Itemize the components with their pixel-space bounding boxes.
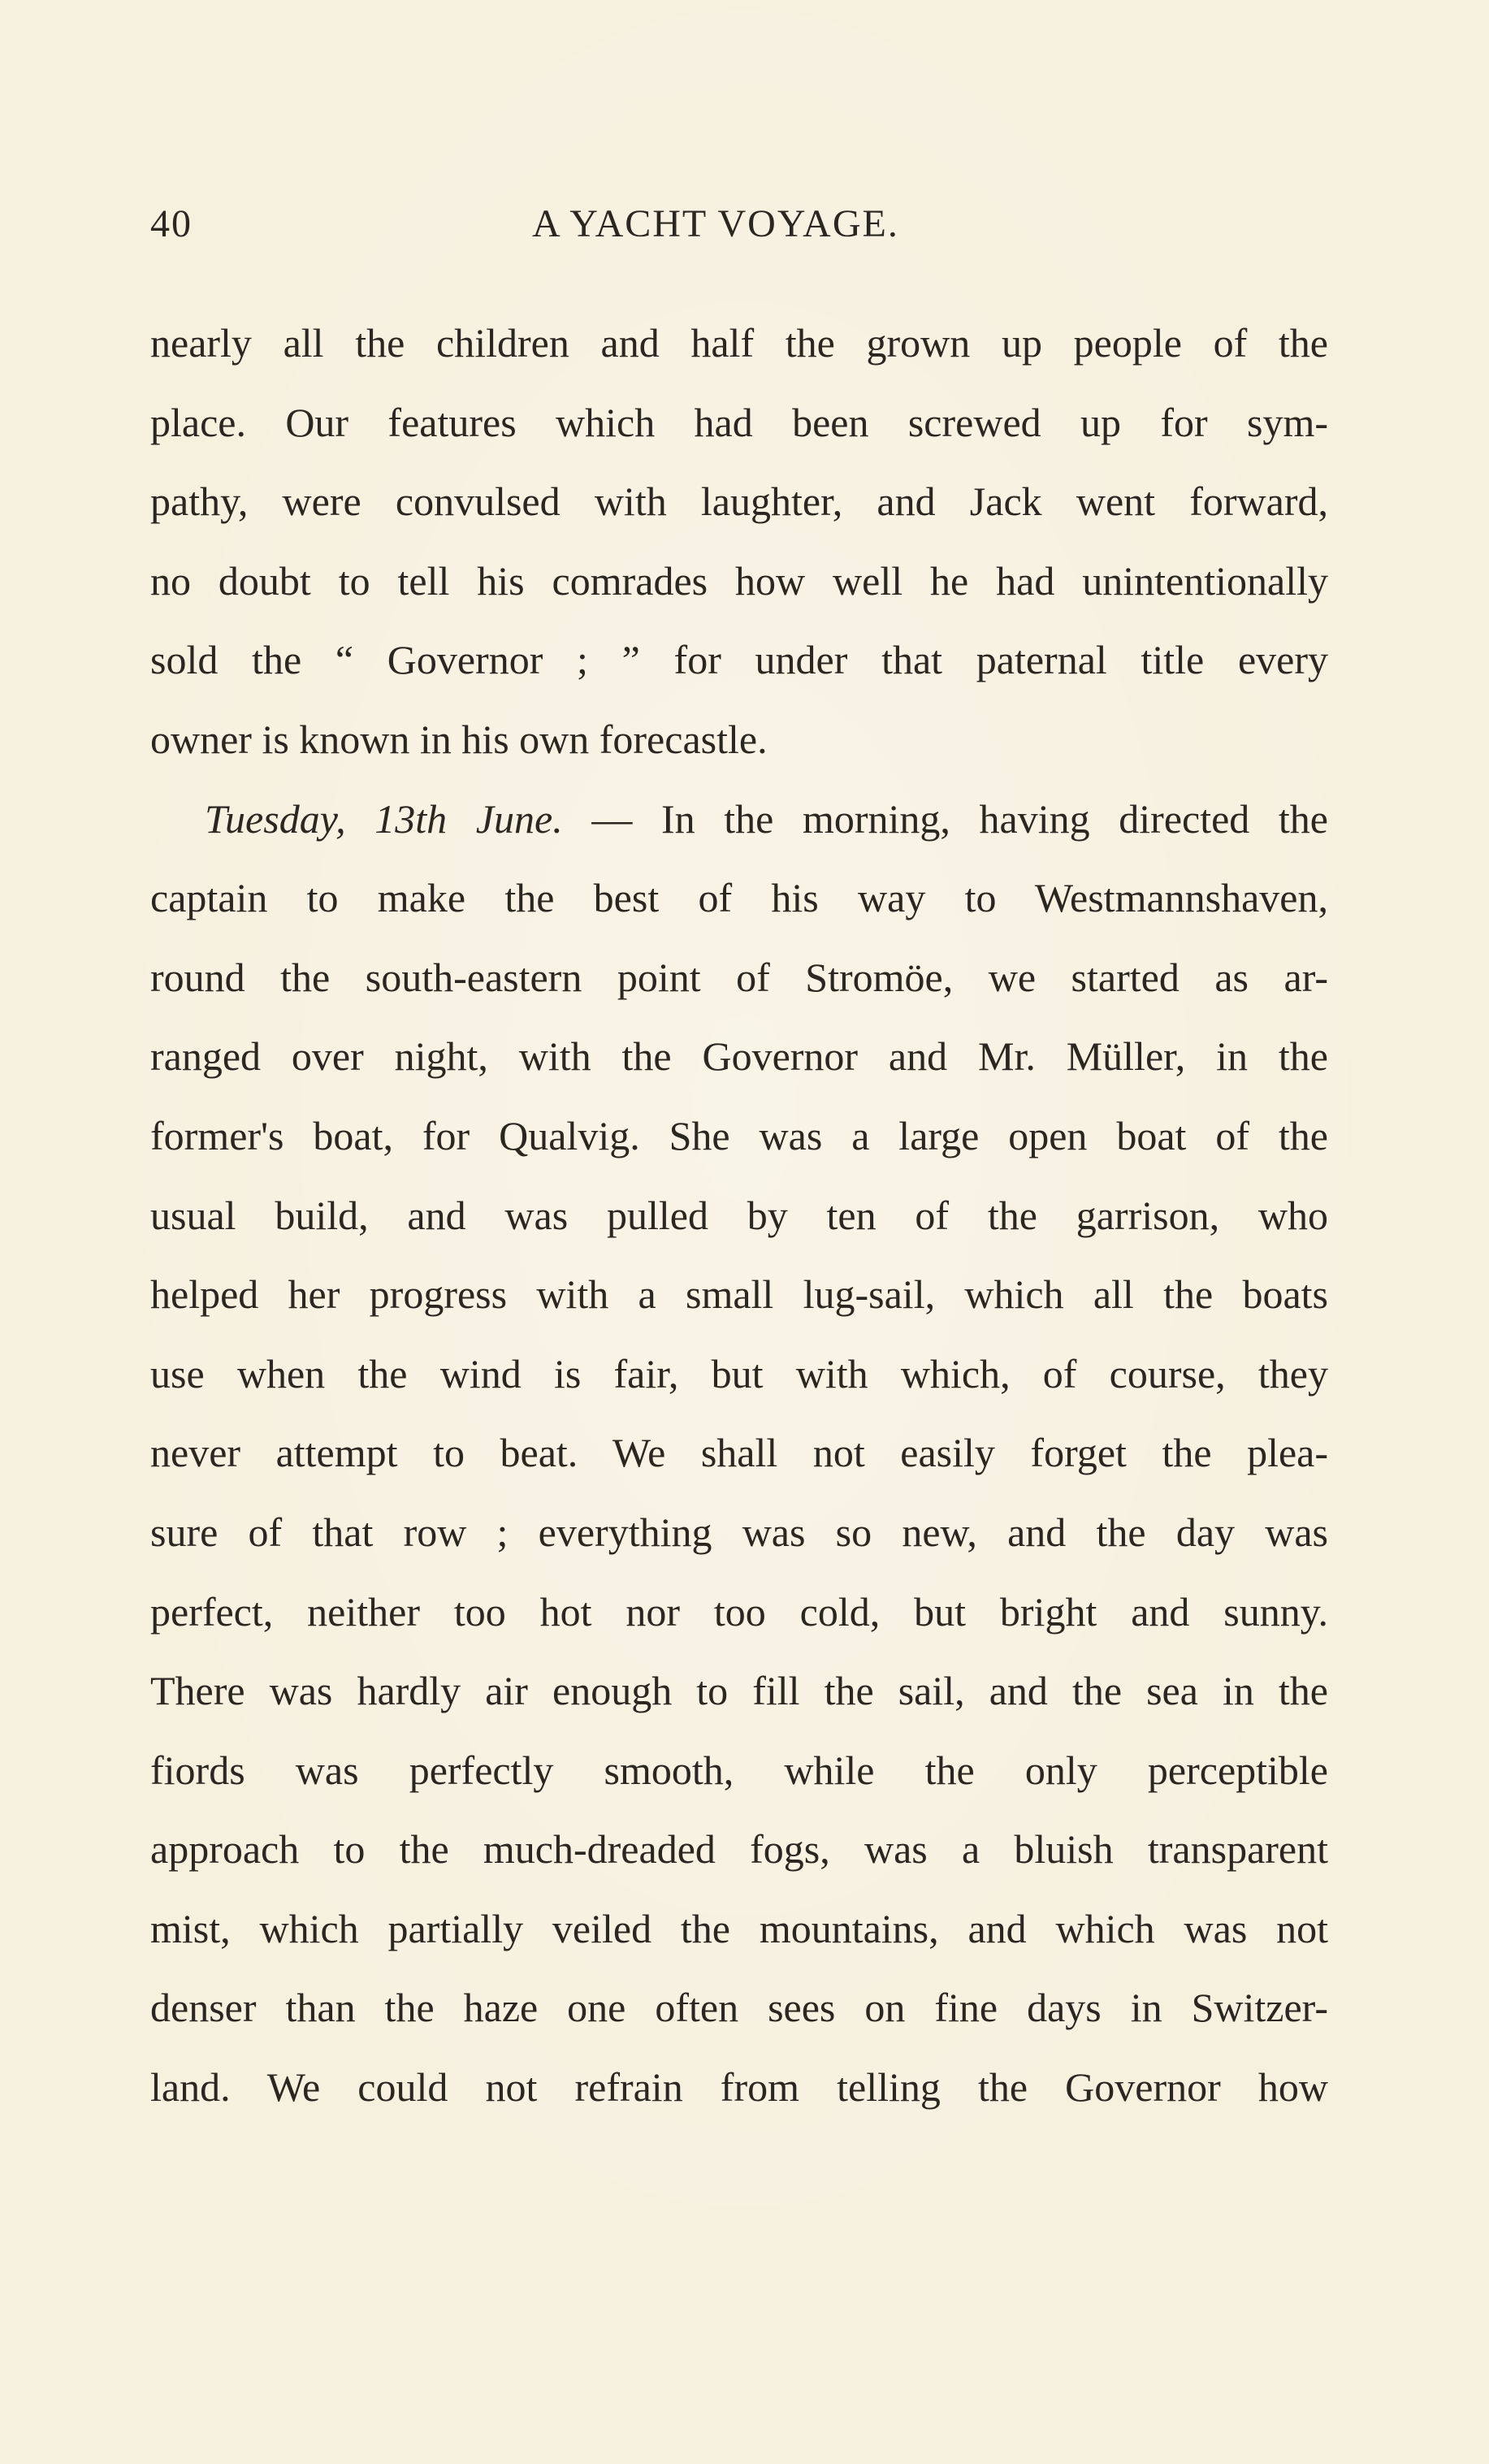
text-line: sure of that row ; everything was so new, and the day was <box>150 1509 1328 1555</box>
page-number: 40 <box>150 202 193 245</box>
opening-text: — In the morning, having directed the <box>591 795 1329 842</box>
text-line: fiords was perfectly smooth, while the only perceptible <box>150 1747 1328 1793</box>
text-line: approach to the much-dreaded fogs, was a bluish transparent <box>150 1826 1328 1873</box>
text-line: round the south-eastern point of Stromöe, we started as ar- <box>150 954 1328 1000</box>
text-line: use when the wind is fair, but with which, of course, they <box>150 1350 1328 1397</box>
paragraph <box>150 314 1328 790</box>
text-line: There was hardly air enough to fill the sail, and the sea in the <box>150 1668 1328 1714</box>
text-line: owner is known in his own forecastle. <box>150 716 768 762</box>
text-line-opening <box>150 790 1328 869</box>
body-text <box>150 314 1328 2137</box>
paragraph <box>150 790 1328 2137</box>
text-line: no doubt to tell his comrades how well he had unintentionally <box>150 557 1328 604</box>
dateline-date: 13th June. <box>374 795 563 842</box>
text-line: helped her progress with a small lug-sail, which all the boats <box>150 1271 1328 1318</box>
text-line: never attempt to beat. We shall not easily forget the plea- <box>150 1430 1328 1476</box>
text-line: usual build, and was pulled by ten of the garrison, who <box>150 1192 1328 1238</box>
text-line: perfect, neither too hot nor too cold, but bright and sunny. <box>150 1588 1328 1635</box>
text-line: place. Our features which had been screwed up for sym- <box>150 399 1328 445</box>
text-line: denser than the haze one often sees on fine days in Switzer- <box>150 1985 1328 2031</box>
page-header <box>150 201 1328 258</box>
text-line: land. We could not refrain from telling the Governor how <box>150 2064 1328 2111</box>
text-line: sold the “ Governor ; ” for under that paternal title every <box>150 637 1328 683</box>
text-line: nearly all the children and half the grown up people of the <box>150 320 1328 366</box>
running-head: A YACHT VOYAGE. <box>532 202 899 245</box>
text-line: former's boat, for Qualvig. She was a large open boat of the <box>150 1112 1328 1158</box>
text-line: ranged over night, with the Governor and Mr. Müller, in the <box>150 1033 1328 1080</box>
text-line: mist, which partially veiled the mountains, and which was not <box>150 1905 1328 1951</box>
dateline-day: Tuesday, <box>205 795 346 842</box>
text-line: pathy, were convulsed with laughter, and Jack went forward, <box>150 479 1328 525</box>
text-line: captain to make the best of his way to Westmannshaven, <box>150 875 1328 921</box>
